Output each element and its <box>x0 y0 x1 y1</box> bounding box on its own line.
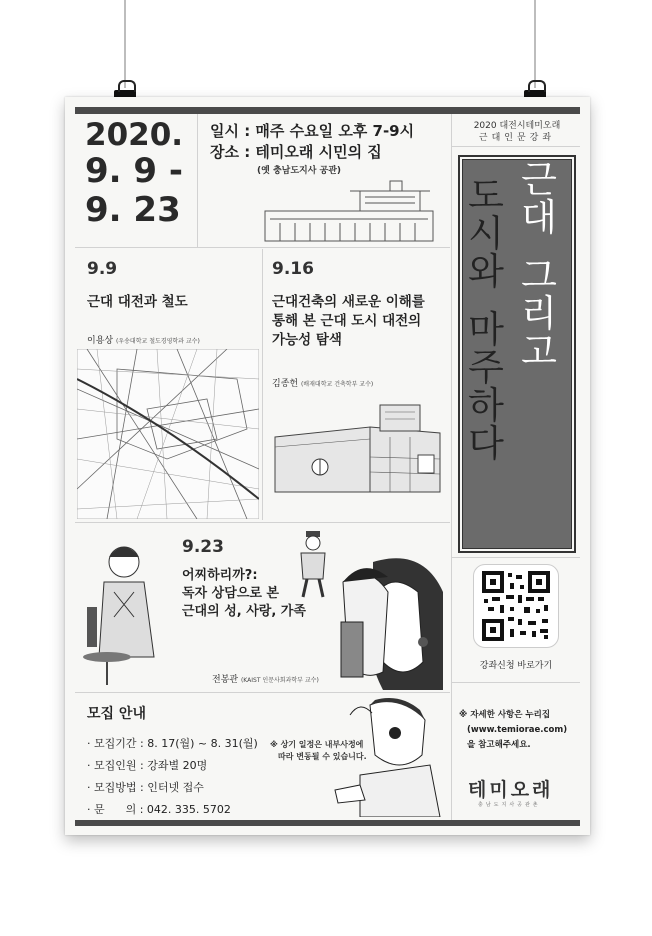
title-char: 다 <box>468 422 504 465</box>
more-info-line: 을 참고해주세요. <box>467 740 531 750</box>
pointing-man-illustration <box>330 695 448 817</box>
session-title-block <box>182 567 306 621</box>
date-start: 9. 9 - <box>85 151 184 191</box>
speaker-name: 이용상 <box>87 336 114 346</box>
session-title-line: 근대건축의 새로운 이해를 <box>272 294 425 310</box>
session-date: 9.23 <box>182 537 224 557</box>
title-char: 와 <box>468 250 504 293</box>
map-illustration <box>77 349 259 519</box>
bullet: · <box>87 803 91 816</box>
series-line: 2020 대전시테미오래 <box>473 121 561 131</box>
speaker-name: 전봉관 <box>212 675 239 685</box>
session-title-line: 가능성 탐색 <box>272 332 342 348</box>
title-char: 리 <box>521 292 557 335</box>
speaker-affiliation: (배재대학교 건축학부 교수) <box>300 381 374 388</box>
session-date: 9.9 <box>87 259 118 279</box>
woman-illustration <box>79 537 179 687</box>
poster <box>65 97 590 835</box>
session-title-line: 독자 상담으로 본 <box>182 586 279 601</box>
series-label <box>454 120 580 144</box>
divider <box>452 146 580 147</box>
main-title-right-column <box>515 158 563 373</box>
bullet: · <box>87 759 91 772</box>
divider <box>452 557 580 558</box>
session-title-block <box>272 293 425 350</box>
residence-illustration <box>260 175 438 245</box>
session-title-line: 어찌하리까?: <box>182 568 258 583</box>
event-place: 장소 : 테미오래 시민의 집 <box>210 143 382 161</box>
temiorae-logo-subtitle: 충남도지사공관촌 <box>478 802 541 808</box>
speaker-affiliation: (우송대학교 철도경영학과 교수) <box>115 338 200 345</box>
session-date: 9.16 <box>272 259 314 279</box>
recruit-item-text: 모집기간 : 8. 17(월) ~ 8. 31(월) <box>94 737 258 750</box>
notice-line: ※ 상기 일정은 내부사정에 <box>270 740 364 749</box>
title-char: 도 <box>468 174 504 217</box>
more-info <box>459 708 567 753</box>
title-char: 그 <box>521 254 557 297</box>
recruit-heading: 모집 안내 <box>87 706 146 722</box>
recruit-item-text: 모집방법 : 인터넷 접수 <box>94 781 204 794</box>
speaker-affiliation: (KAIST 인문사회과학부 교수) <box>240 677 319 684</box>
date-year: 2020. <box>85 117 184 153</box>
event-time: 일시 : 매주 수요일 오후 7-9시 <box>210 122 415 140</box>
top-bar <box>75 107 580 114</box>
title-char: 시 <box>468 212 504 255</box>
recruit-list <box>87 733 258 821</box>
qr-code-graphic <box>474 565 558 647</box>
couple-illustration <box>333 552 450 690</box>
title-char: 근 <box>521 158 557 201</box>
session-speaker <box>212 672 319 685</box>
session-speaker <box>272 376 373 389</box>
session-title-line: 근대의 성, 사랑, 가족 <box>182 604 306 619</box>
recruit-item-text: 모집인원 : 강좌별 20명 <box>94 759 208 772</box>
title-char: 하 <box>468 384 504 427</box>
recruit-item <box>87 733 258 755</box>
more-info-line: ※ 자세한 사항은 누리집 <box>459 710 551 720</box>
bullet: · <box>87 737 91 750</box>
title-char: 대 <box>521 196 557 239</box>
divider <box>75 522 450 523</box>
hanging-string-right <box>534 0 536 88</box>
date-end: 9. 23 <box>85 190 181 230</box>
divider <box>451 114 452 820</box>
title-char: 고 <box>521 330 557 373</box>
hanging-string-left <box>124 0 126 88</box>
notice-line: 따라 변동될 수 있습니다. <box>278 752 367 761</box>
title-char: 주 <box>468 346 504 389</box>
temiorae-logo: 테미오래 <box>468 779 554 801</box>
session-title: 근대 대전과 철도 <box>87 294 188 310</box>
website-link[interactable]: (www.temiorae.com) <box>467 725 568 735</box>
session-title-line: 통해 본 근대 도시 대전의 <box>272 313 422 329</box>
main-title-left-column <box>462 174 510 465</box>
event-place-note: (옛 충남도지사 공관) <box>257 166 342 176</box>
divider <box>452 682 580 683</box>
divider <box>197 114 198 247</box>
divider <box>75 692 450 693</box>
session-speaker <box>87 333 200 346</box>
series-line: 근대인문강좌 <box>478 133 556 143</box>
building-illustration <box>270 397 448 499</box>
divider <box>262 249 263 520</box>
title-char: 마 <box>468 308 504 351</box>
qr-label[interactable]: 강좌신청 바로가기 <box>479 661 553 671</box>
divider <box>75 247 450 248</box>
bullet: · <box>87 781 91 794</box>
qr-code[interactable] <box>473 564 559 648</box>
speaker-name: 김종헌 <box>272 379 299 389</box>
recruit-item <box>87 799 258 821</box>
recruit-item <box>87 755 258 777</box>
recruit-item <box>87 777 258 799</box>
recruit-item-text: 문 의 : 042. 335. 5702 <box>94 803 231 816</box>
